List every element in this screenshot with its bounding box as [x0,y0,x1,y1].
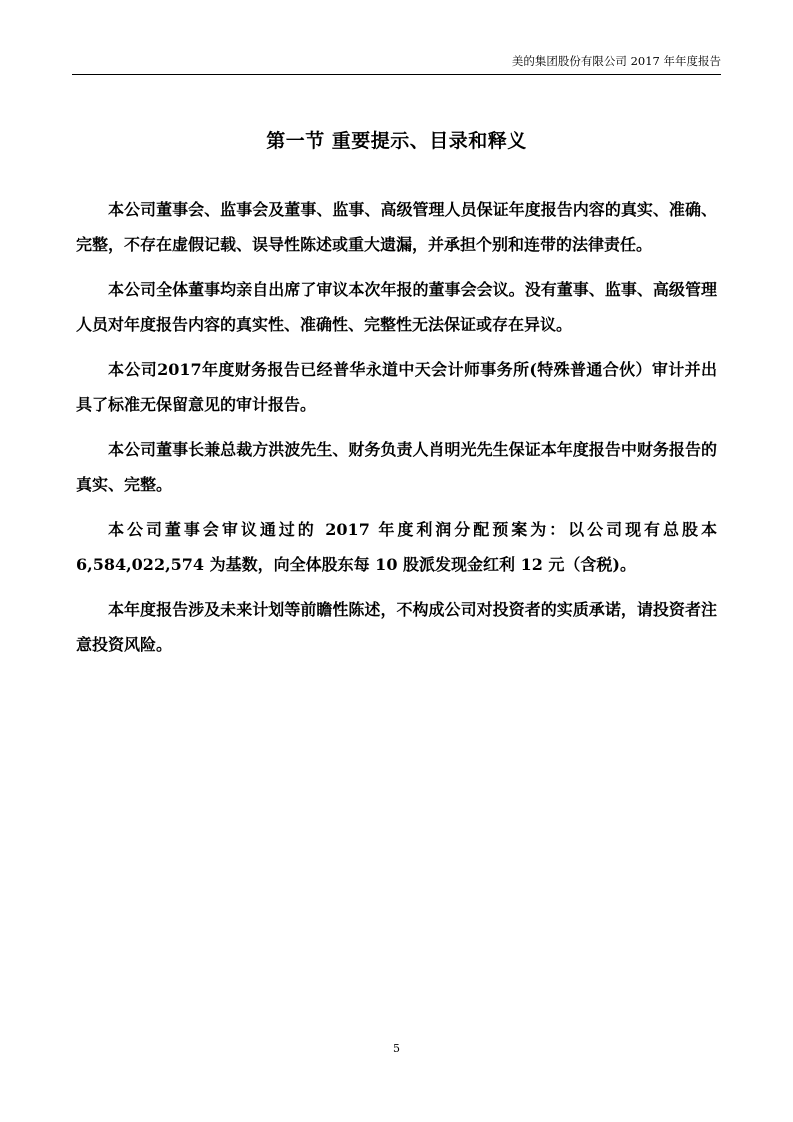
body-text [76,193,717,673]
header-text: 美的集团股份有限公司 2017 年年度报告 [511,54,721,68]
page-header [72,52,721,75]
paragraph-profit-distribution: 本公司董事会审议通过的 2017 年度利润分配预案为：以公司现有总股本6,584,022,574 为基数，向全体股东每 10 股派发现金红利 12 元（含税)。 [76,520,717,574]
paragraph-audit-opinion: 本公司2017年度财务报告已经普华永道中天会计师事务所(特殊普通合伙）审计并出具了标准无保留意见的审计报告。 [76,360,717,414]
page-number: 5 [393,1042,400,1055]
section-title: 第一节 重要提示、目录和释义 [266,130,527,152]
paragraph-directors-attendance: 本公司全体董事均亲自出席了审议本次年报的董事会会议。没有董事、监事、高级管理人员对年度报告内容的真实性、准确性、完整性无法保证或存在异议。 [76,280,717,334]
paragraph-forward-looking: 本年度报告涉及未来计划等前瞻性陈述，不构成公司对投资者的实质承诺，请投资者注意投资风险。 [76,600,717,654]
paragraph-financial-guarantee: 本公司董事长兼总裁方洪波先生、财务负责人肖明光先生保证本年度报告中财务报告的真实、完整。 [76,440,717,494]
paragraph-board-guarantee: 本公司董事会、监事会及董事、监事、高级管理人员保证年度报告内容的真实、准确、完整，不存在虚假记载、误导性陈述或重大遗漏，并承担个别和连带的法律责任。 [76,200,717,254]
